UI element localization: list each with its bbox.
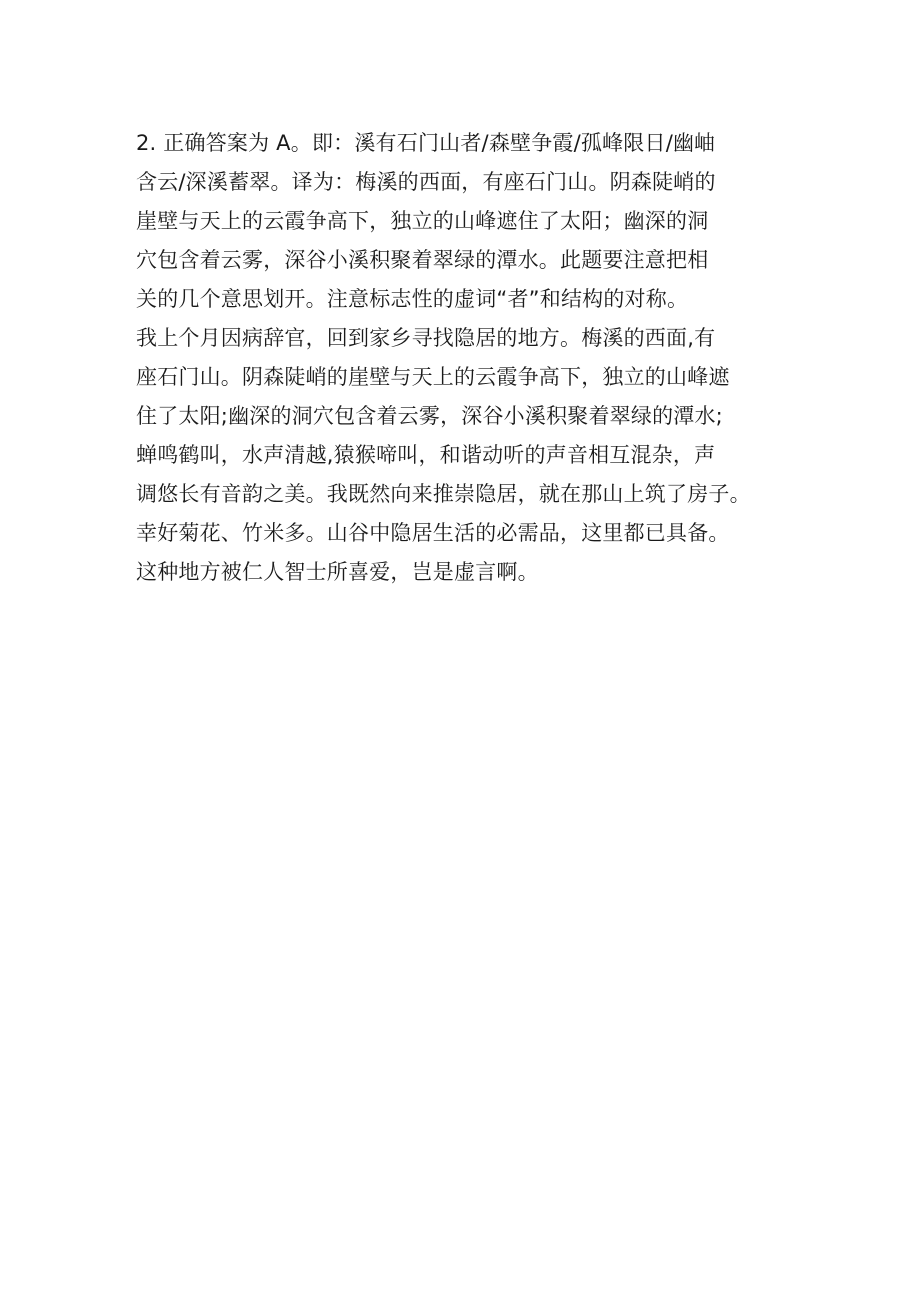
text-line: 穴包含着云雾，深谷小溪积聚着翠绿的潭水。此题要注意把相 bbox=[136, 248, 709, 272]
text-line: 我上个月因病辞官，回到家乡寻找隐居的地方。梅溪的西面,有 bbox=[136, 326, 716, 350]
text-line: 调悠长有音韵之美。我既然向来推崇隐居，就在那山上筑了房子。 bbox=[136, 482, 751, 506]
text-line: 关的几个意思划开。注意标志性的虚词“者”和结构的对称。 bbox=[136, 287, 689, 311]
text-line: 座石门山。阴森陡峭的崖壁与天上的云霞争高下，独立的山峰遮 bbox=[136, 365, 730, 389]
text-line: 含云/深溪蓄翠。译为：梅溪的西面，有座石门山。阴森陡峭的 bbox=[136, 170, 716, 194]
text-line: 崖壁与天上的云霞争高下，独立的山峰遮住了太阳；幽深的洞 bbox=[136, 209, 709, 233]
text-line: 蝉鸣鹤叫，水声清越,猿猴啼叫，和谐动听的声音相互混杂，声 bbox=[136, 443, 716, 467]
text-line: 2. 正确答案为 A。即：溪有石门山者/森壁争霞/孤峰限日/幽岫 bbox=[136, 131, 716, 155]
text-line: 这种地方被仁人智士所喜爱，岂是虚言啊。 bbox=[136, 560, 539, 584]
text-line: 幸好菊花、竹米多。山谷中隐居生活的必需品，这里都已具备。 bbox=[136, 521, 730, 545]
text-line: 住了太阳;幽深的洞穴包含着云雾，深谷小溪积聚着翠绿的潭水; bbox=[136, 404, 723, 428]
answer-explanation-text bbox=[136, 124, 816, 592]
